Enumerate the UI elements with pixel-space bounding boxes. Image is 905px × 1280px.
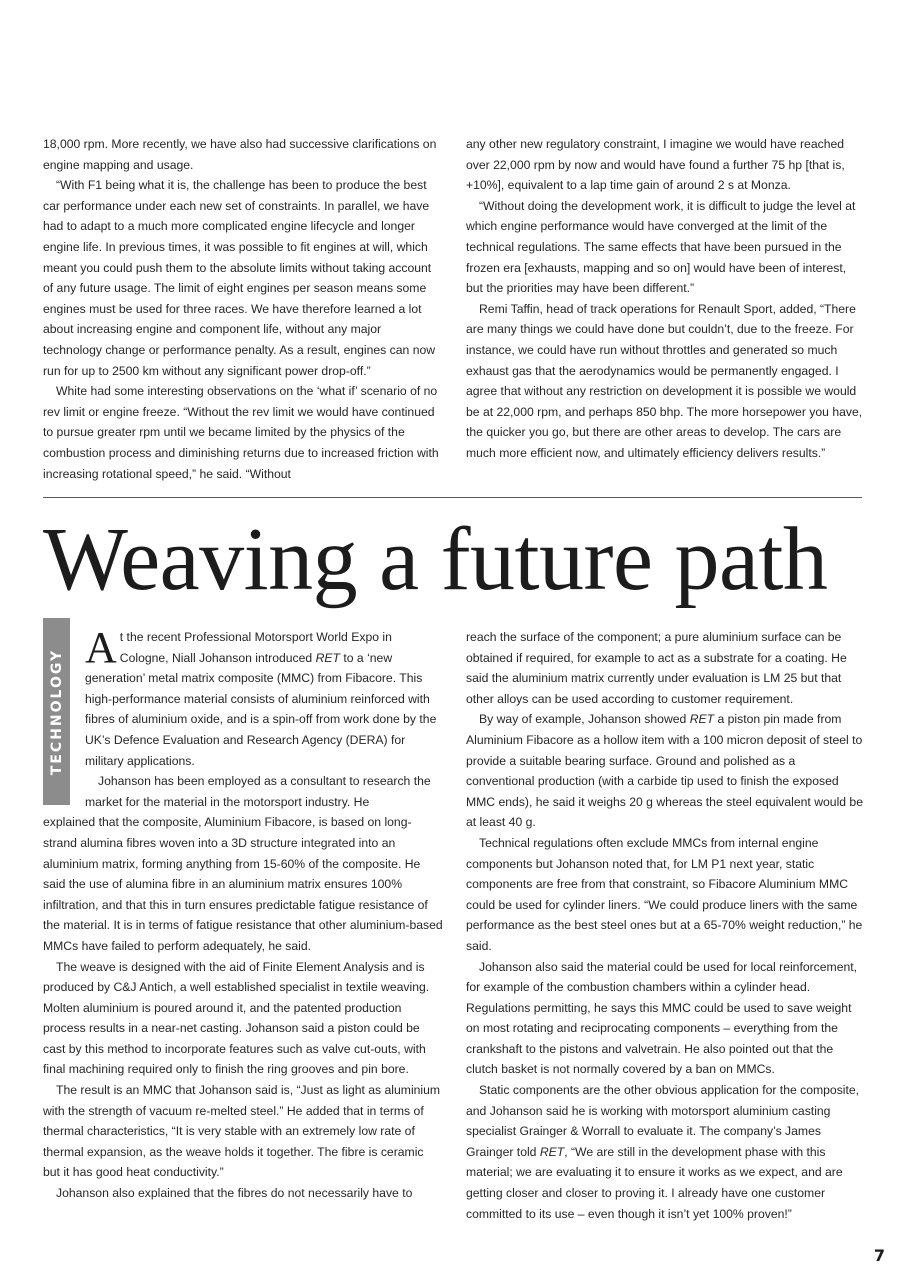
paragraph: explained that the composite, Aluminium Fibacore, is based on long-strand alumina fibres woven into a 3D structure integrated into an aluminium matrix, forming anything from 15-60% of the composite. He said the use of alumina fibre in an aluminium matrix ensures 100% infiltration, and that this in turn ensures predictable fatigue resistance of the material. It is in terms of fatigue resistance that other aluminium-based MMCs have failed to perform adequately, he said. bbox=[43, 815, 443, 953]
top-right-column bbox=[466, 134, 866, 464]
paragraph bbox=[466, 1080, 866, 1224]
paragraph: any other new regulatory constraint, I imagine we would have reached over 22,000 rpm by now and would have found a further 75 hp [that is, +10%], equivalent to a lap time gain of around 2 s at Monza. bbox=[466, 137, 845, 193]
text-run: a piston pin made from Aluminium Fibacore as a hollow item with a 100 micron deposit of steel to provide a suitable bearing surface. Ground and polished as a conventional production (with a carbide tip used to finish the exposed MMC ends), he said it weighs 20 g whereas the steel equivalent would be at least 40 g. bbox=[466, 712, 863, 830]
drop-cap: A bbox=[85, 623, 117, 672]
bottom-right-column bbox=[466, 627, 866, 1224]
paragraph bbox=[466, 709, 866, 833]
article-headline: Weaving a future path bbox=[43, 510, 828, 609]
top-left-column bbox=[43, 134, 443, 484]
paragraph: The weave is designed with the aid of Finite Element Analysis and is produced by C&J Antich, a well established specialist in textile weaving. Molten aluminium is poured around it, and the patented production process results in a near-net casting. Johanson said a piston could be cast by this method to incorporate features such as valve cut-outs, with final machining required only to finish the ring grooves and pin bore. bbox=[43, 959, 430, 1077]
paragraph: The result is an MMC that Johanson said is, “Just as light as aluminium with the strength of vacuum re-melted steel.” He added that in terms of thermal characteristics, “It is very stable with an extremely low rate of thermal expansion, as the weave holds it together. The fibre is ceramic but it has good heat conductivity.” bbox=[43, 1083, 441, 1180]
text-run: By way of example, Johanson showed bbox=[479, 712, 690, 727]
lead-paragraph bbox=[43, 623, 443, 771]
text-run: Static components are the other obvious application for the composite, and Johanson said he is working with motorsport aluminium casting specialist Grainger & Worrall to evaluate it. The company’s James Grainger told bbox=[466, 1083, 860, 1159]
paragraph: White had some interesting observations on the ‘what if’ scenario of no rev limit or engine freeze. “Without the rev limit we would have continued to pursue greater rpm until we became limited by the physics of the combustion process and diminishing returns due to increased friction with increasing rotational speed,” he said. “Without bbox=[43, 384, 439, 481]
paragraph: Johanson also explained that the fibres do not necessarily have to bbox=[56, 1186, 413, 1201]
text-run: t the recent Professional Motorsport World Expo in Cologne, Niall Johanson introduced bbox=[119, 630, 392, 665]
publication-name: RET bbox=[539, 1144, 565, 1159]
publication-name: RET bbox=[689, 712, 715, 727]
text-run: , “We are still in the development phase with this material; we are evaluating it to ensure it works as we expect, and are getting closer and closer to proving it. I already have one customer committed to its use – even though it isn’t yet 100% proven!” bbox=[466, 1144, 843, 1221]
paragraph: Johanson has been employed as a consultant to research the market for the material in the motorsport industry. He bbox=[85, 774, 431, 809]
paragraph: Technical regulations often exclude MMCs from internal engine components but Johanson noted that, for LM P1 next year, static components are free from that constraint, so Fibacore Aluminium MMC could be used for cylinder liners. “We could produce liners with the same performance as the best steel ones but at a 65-70% weight reduction,” he said. bbox=[466, 835, 863, 953]
paragraph: “With F1 being what it is, the challenge has been to produce the best car performance under each new set of constraints. In parallel, we have had to adapt to a much more complicated engine lifecycle and longer engine life. In previous times, it was possible to fit engines at will, which meant you could push them to the absolute limits without taking account of any future usage. The limit of eight engines per season means some engines must be used for three races. We have therefore learned a lot about increasing engine and component life, without any major technology change or performance penalty. As a result, engines can now run for up to 2500 km without any significant power drop-off.” bbox=[43, 178, 436, 378]
section-tag-label: TECHNOLOGY bbox=[48, 648, 65, 775]
paragraph: Johanson also said the material could be used for local reinforcement, for example of the combustion chambers within a cylinder head. Regulations permitting, he says this MMC could be used to save weight on most rotating and reciprocating components – everything from the crankshaft to the pistons and valvetrain. He also pointed out that the clutch basket is not normally covered by a ban on MMCs. bbox=[466, 959, 858, 1077]
paragraph: reach the surface of the component; a pure aluminium surface can be obtained if required, for example to act as a substrate for a coating. He said the aluminium matrix currently under evaluation is LM 25 but that other alloys can be used according to customer requirement. bbox=[466, 630, 847, 706]
paragraph: Remi Taffin, head of track operations for Renault Sport, added, “There are many things we could have done but couldn’t, due to the freeze. For instance, we could have run without throttles and generated so much exhaust gas that the aerodynamics would be permanently engaged. I agree that without any restriction on development it is possible we would be at 22,000 rpm, and perhaps 850 bhp. The more horsepower you have, the quicker you go, but there are other areas to develop. The cars are much more efficient now, and ultimately efficiency delivers results.” bbox=[466, 301, 863, 460]
page-number: 7 bbox=[873, 1246, 885, 1265]
publication-name: RET bbox=[315, 650, 340, 665]
paragraph: 18,000 rpm. More recently, we have also had successive clarifications on engine mapping and usage. bbox=[43, 137, 437, 172]
paragraph: “Without doing the development work, it is difficult to judge the level at which engine performance would have converged at the limit of the technical regulations. The same effects that have been pursued in the frozen era [exhausts, mapping and so on] would have been of interest, but the priorities may have been different.” bbox=[466, 198, 856, 296]
section-divider bbox=[43, 497, 862, 498]
bottom-left-column bbox=[43, 623, 443, 1204]
text-run: to a ‘new generation’ metal matrix composite (MMC) from Fibacore. This high-performance material consists of aluminium reinforced with fibres of aluminium oxide, and is a spin-off from work done by the UK’s Defence Evaluation and Research Agency (DERA) for military applications. bbox=[85, 650, 437, 768]
